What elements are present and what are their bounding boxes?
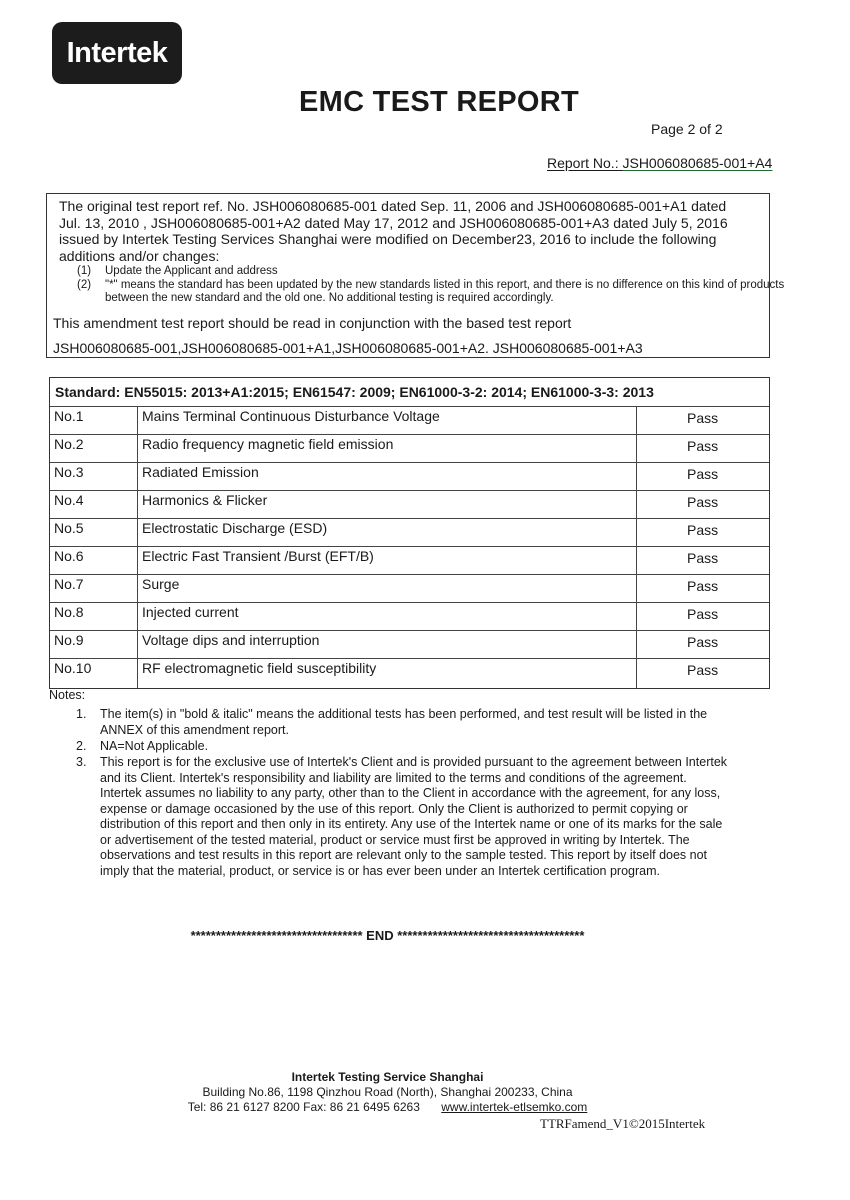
amendment-line: issued by Intertek Testing Services Shanghai were modified on December23, 2016 to include the following xyxy=(59,231,717,247)
test-name: Injected current xyxy=(142,604,239,620)
test-result: Pass xyxy=(687,578,719,594)
test-result: Pass xyxy=(687,494,719,510)
test-number: No.3 xyxy=(54,464,84,480)
amendment-item-number: (2) xyxy=(77,279,92,291)
report-number-value: JSH006080685-001+A4 xyxy=(622,155,773,171)
amendment-line: additions and/or changes: xyxy=(59,247,220,264)
test-result: Pass xyxy=(687,438,719,454)
test-result: Pass xyxy=(687,522,719,538)
test-number: No.2 xyxy=(54,436,84,452)
standards-table xyxy=(49,377,770,689)
notes-label: Notes: xyxy=(49,688,86,702)
test-name: RF electromagnetic field susceptibility xyxy=(142,660,377,676)
amendment-box xyxy=(46,193,785,358)
standards-header: Standard: EN55015: 2013+A1:2015; EN61547: 2009; EN61000-3-2: 2014; EN61000-3-3: 2013 xyxy=(55,384,654,400)
test-name: Harmonics & Flicker xyxy=(142,492,268,508)
test-name: Electrostatic Discharge (ESD) xyxy=(142,520,328,536)
amendment-text xyxy=(59,198,764,264)
footer-phone-fax: Tel: 86 21 6127 8200 Fax: 86 21 6495 6263 xyxy=(187,1100,420,1114)
note-text: NA=Not Applicable. xyxy=(100,739,209,753)
note-number: 3. xyxy=(76,755,87,769)
test-number: No.5 xyxy=(54,520,84,536)
end-marker: ********************************** END ************************************* xyxy=(190,928,585,943)
footer-company: Intertek Testing Service Shanghai xyxy=(291,1070,484,1084)
footer-website-link[interactable]: www.intertek-etlsemko.com xyxy=(441,1100,588,1114)
test-number: No.9 xyxy=(54,632,84,648)
template-id: TTRFamend_V1©2015Intertek xyxy=(540,1116,706,1131)
table-row xyxy=(50,658,769,686)
test-result: Pass xyxy=(687,410,719,426)
test-result: Pass xyxy=(687,466,719,482)
test-number: No.1 xyxy=(54,408,84,424)
logo-text: Intertek xyxy=(66,36,168,69)
test-number: No.7 xyxy=(54,576,84,592)
test-number: No.10 xyxy=(54,660,92,676)
conjunction-note: This amendment test report should be read in conjunction with the based test report xyxy=(53,315,572,331)
table-row xyxy=(50,574,769,602)
test-result: Pass xyxy=(687,606,719,622)
test-number: No.6 xyxy=(54,548,84,564)
test-name: Electric Fast Transient /Burst (EFT/B) xyxy=(142,548,374,564)
note-number: 2. xyxy=(76,739,87,753)
column-divider xyxy=(137,407,138,688)
test-result: Pass xyxy=(687,662,719,678)
amendment-item-text: "*" means the standard has been updated by the new standards listed in this report, and there is no difference on this kind of products between the new standard and the old one. No additional testing is required accordingly. xyxy=(105,279,785,304)
table-row xyxy=(50,434,769,462)
note-text: The item(s) in "bold & italic" means the additional tests has been performed, and test result will be listed in the ANNEX of this amendment report. xyxy=(100,707,708,737)
test-name: Voltage dips and interruption xyxy=(142,632,320,648)
test-name: Radio frequency magnetic field emission xyxy=(142,436,394,452)
amendment-item-number: (1) xyxy=(77,265,92,277)
table-row xyxy=(50,630,769,658)
table-row xyxy=(50,406,769,434)
table-row xyxy=(50,546,769,574)
base-reports: JSH006080685-001,JSH006080685-001+A1,JSH006080685-001+A2. JSH006080685-001+A3 xyxy=(53,340,643,356)
report-title: EMC TEST REPORT xyxy=(298,86,579,118)
table-row xyxy=(50,602,769,630)
test-name: Surge xyxy=(142,576,180,592)
test-name: Mains Terminal Continuous Disturbance Voltage xyxy=(142,408,440,424)
page-number: Page 2 of 2 xyxy=(651,121,723,137)
table-row xyxy=(50,518,769,546)
test-name: Radiated Emission xyxy=(142,464,259,480)
column-divider xyxy=(636,407,637,688)
note-number: 1. xyxy=(76,707,87,721)
amendment-line: Jul. 13, 2010 , JSH006080685-001+A2 dated May 17, 2012 and JSH006080685-001+A3 dated July 5, 2016 xyxy=(59,214,728,231)
footer-contact xyxy=(0,1100,775,1114)
table-row xyxy=(50,490,769,518)
amendment-item-text: Update the Applicant and address xyxy=(105,265,278,277)
test-number: No.4 xyxy=(54,492,84,508)
test-result: Pass xyxy=(687,550,719,566)
amendment-line: The original test report ref. No. JSH006080685-001 dated Sep. 11, 2006 and JSH006080685-001+A1 dated xyxy=(59,198,727,214)
note-text: This report is for the exclusive use of Intertek's Client and is provided pursuant to the agreement between Intertek and its Client. Intertek's responsibility and liability are limited to the terms and conditions of the agreement. Intertek assumes no liability to any party, other than to the Client in accordance with the agreement, for any loss, expense or damage occasioned by the use of this report. Only the Client is authorized to permit copying or distribution of this report and then only in its entirety. Any use of the Intertek name or one of its marks for the sale or advertisement of the tested material, product or service must first be approved in writing by Intertek. The observations and test results in this report are relevant only to the sample tested. This report by itself does not imply that the material, product, or service is or has ever been under an Intertek certification program. xyxy=(100,755,728,878)
table-row xyxy=(50,462,769,490)
test-result: Pass xyxy=(687,634,719,650)
report-number xyxy=(547,155,772,171)
footer-address: Building No.86, 1198 Qinzhou Road (North), Shanghai 200233, China xyxy=(202,1085,573,1099)
report-number-label: Report No.: xyxy=(547,155,619,171)
test-number: No.8 xyxy=(54,604,84,620)
intertek-logo xyxy=(52,22,182,84)
